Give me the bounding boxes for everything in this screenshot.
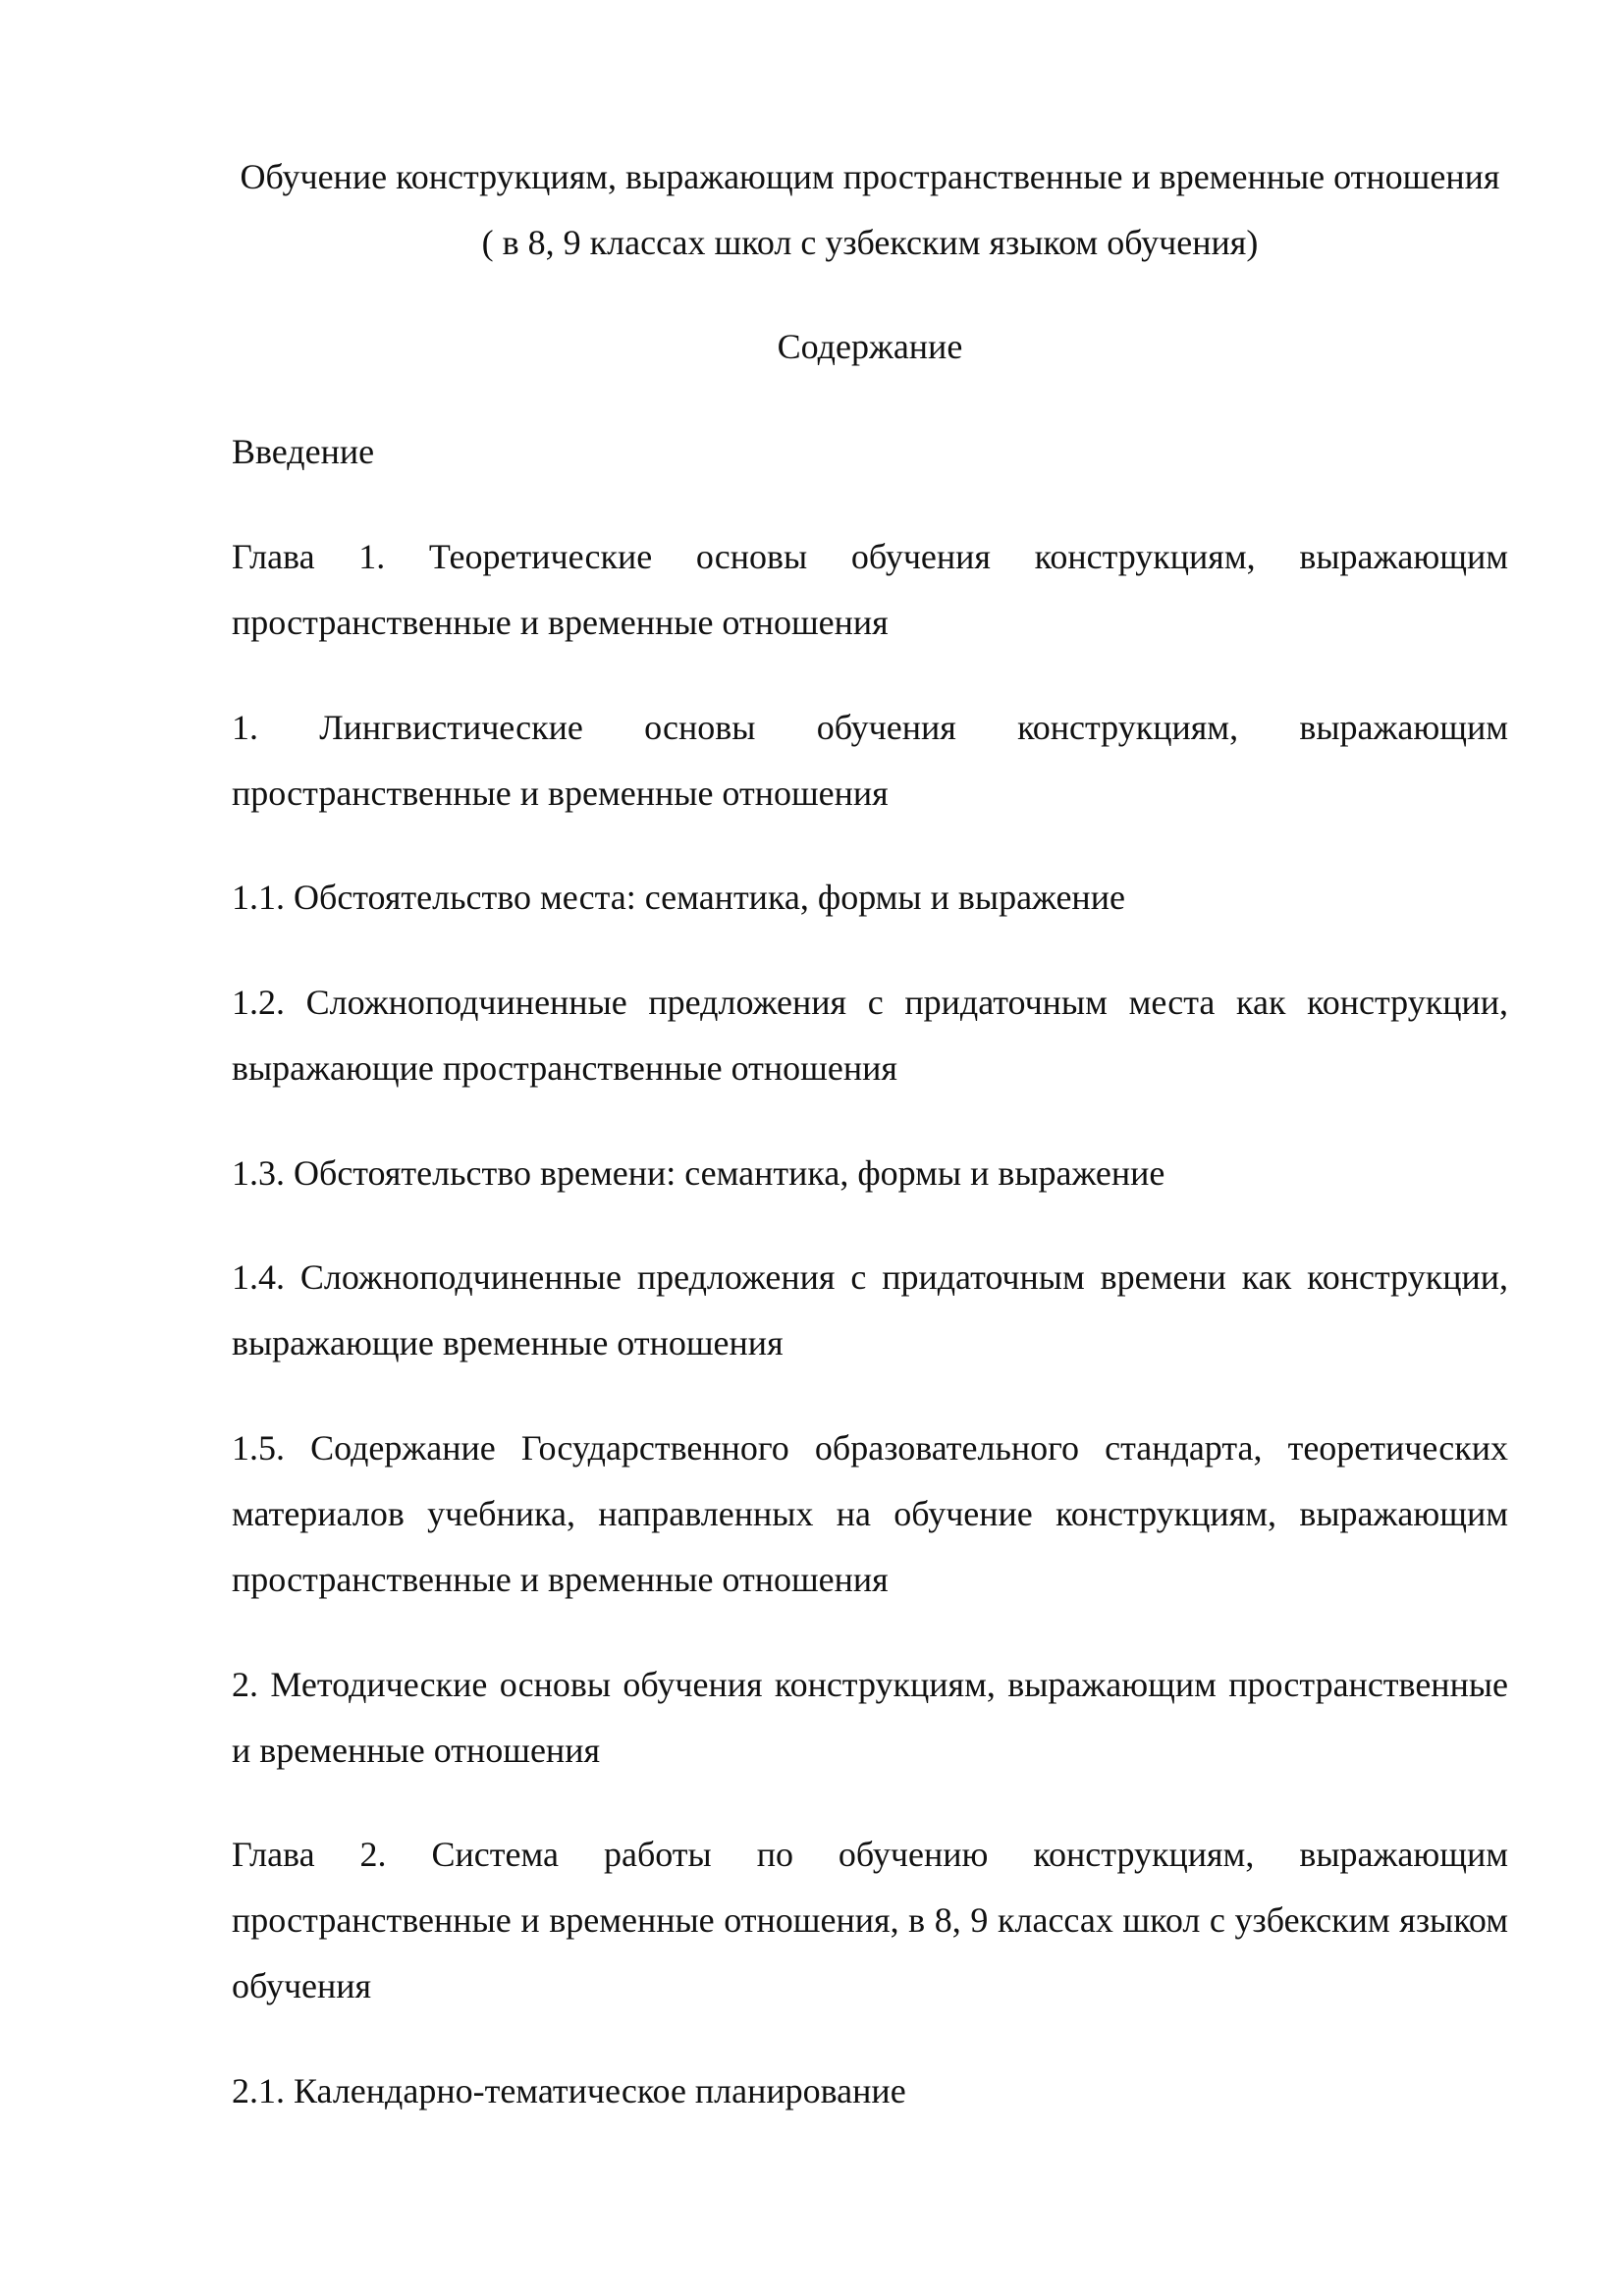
toc-entry-section-1-5: 1.5. Содержание Государственного образовательного стандарта, теоретических материалов учебника, направленных на обучение конструкциям, выражающим пространственные и временные отношения — [232, 1428, 1508, 1599]
toc-entry-section-1-4: 1.4. Сложноподчиненные предложения с придаточным времени как конструкции, выражающие временные отношения — [232, 1257, 1508, 1362]
toc-entry-introduction: Введение — [232, 432, 375, 471]
contents-heading: Содержание — [777, 327, 963, 366]
document-title: Обучение конструкциям, выражающим пространственные и временные отношения ( в 8, 9 классах школ с узбекским языком обучения) — [240, 157, 1500, 262]
toc-entry-section-1-2: 1.2. Сложноподчиненные предложения с придаточным места как конструкции, выражающие пространственные отношения — [232, 983, 1508, 1088]
toc-entry-chapter-2: Глава 2. Система работы по обучению конструкциям, выражающим пространственные и временные отношения, в 8, 9 классах школ с узбекским языком обучения — [232, 1835, 1508, 2005]
toc-entry-section-1-1: 1.1. Обстоятельство места: семантика, формы и выражение — [232, 878, 1125, 917]
toc-entry-section-2-1: 2.1. Календарно-тематическое планирование — [232, 2071, 906, 2110]
toc-entry-section-2: 2. Методические основы обучения конструкциям, выражающим пространственные и временные отношения — [232, 1665, 1508, 1770]
toc-entry-chapter-1: Глава 1. Теоретические основы обучения конструкциям, выражающим пространственные и временные отношения — [232, 537, 1508, 642]
toc-entry-section-1-3: 1.3. Обстоятельство времени: семантика, формы и выражение — [232, 1153, 1165, 1193]
toc-entry-section-1: 1. Лингвистические основы обучения конструкциям, выражающим пространственные и временные отношения — [232, 708, 1508, 813]
